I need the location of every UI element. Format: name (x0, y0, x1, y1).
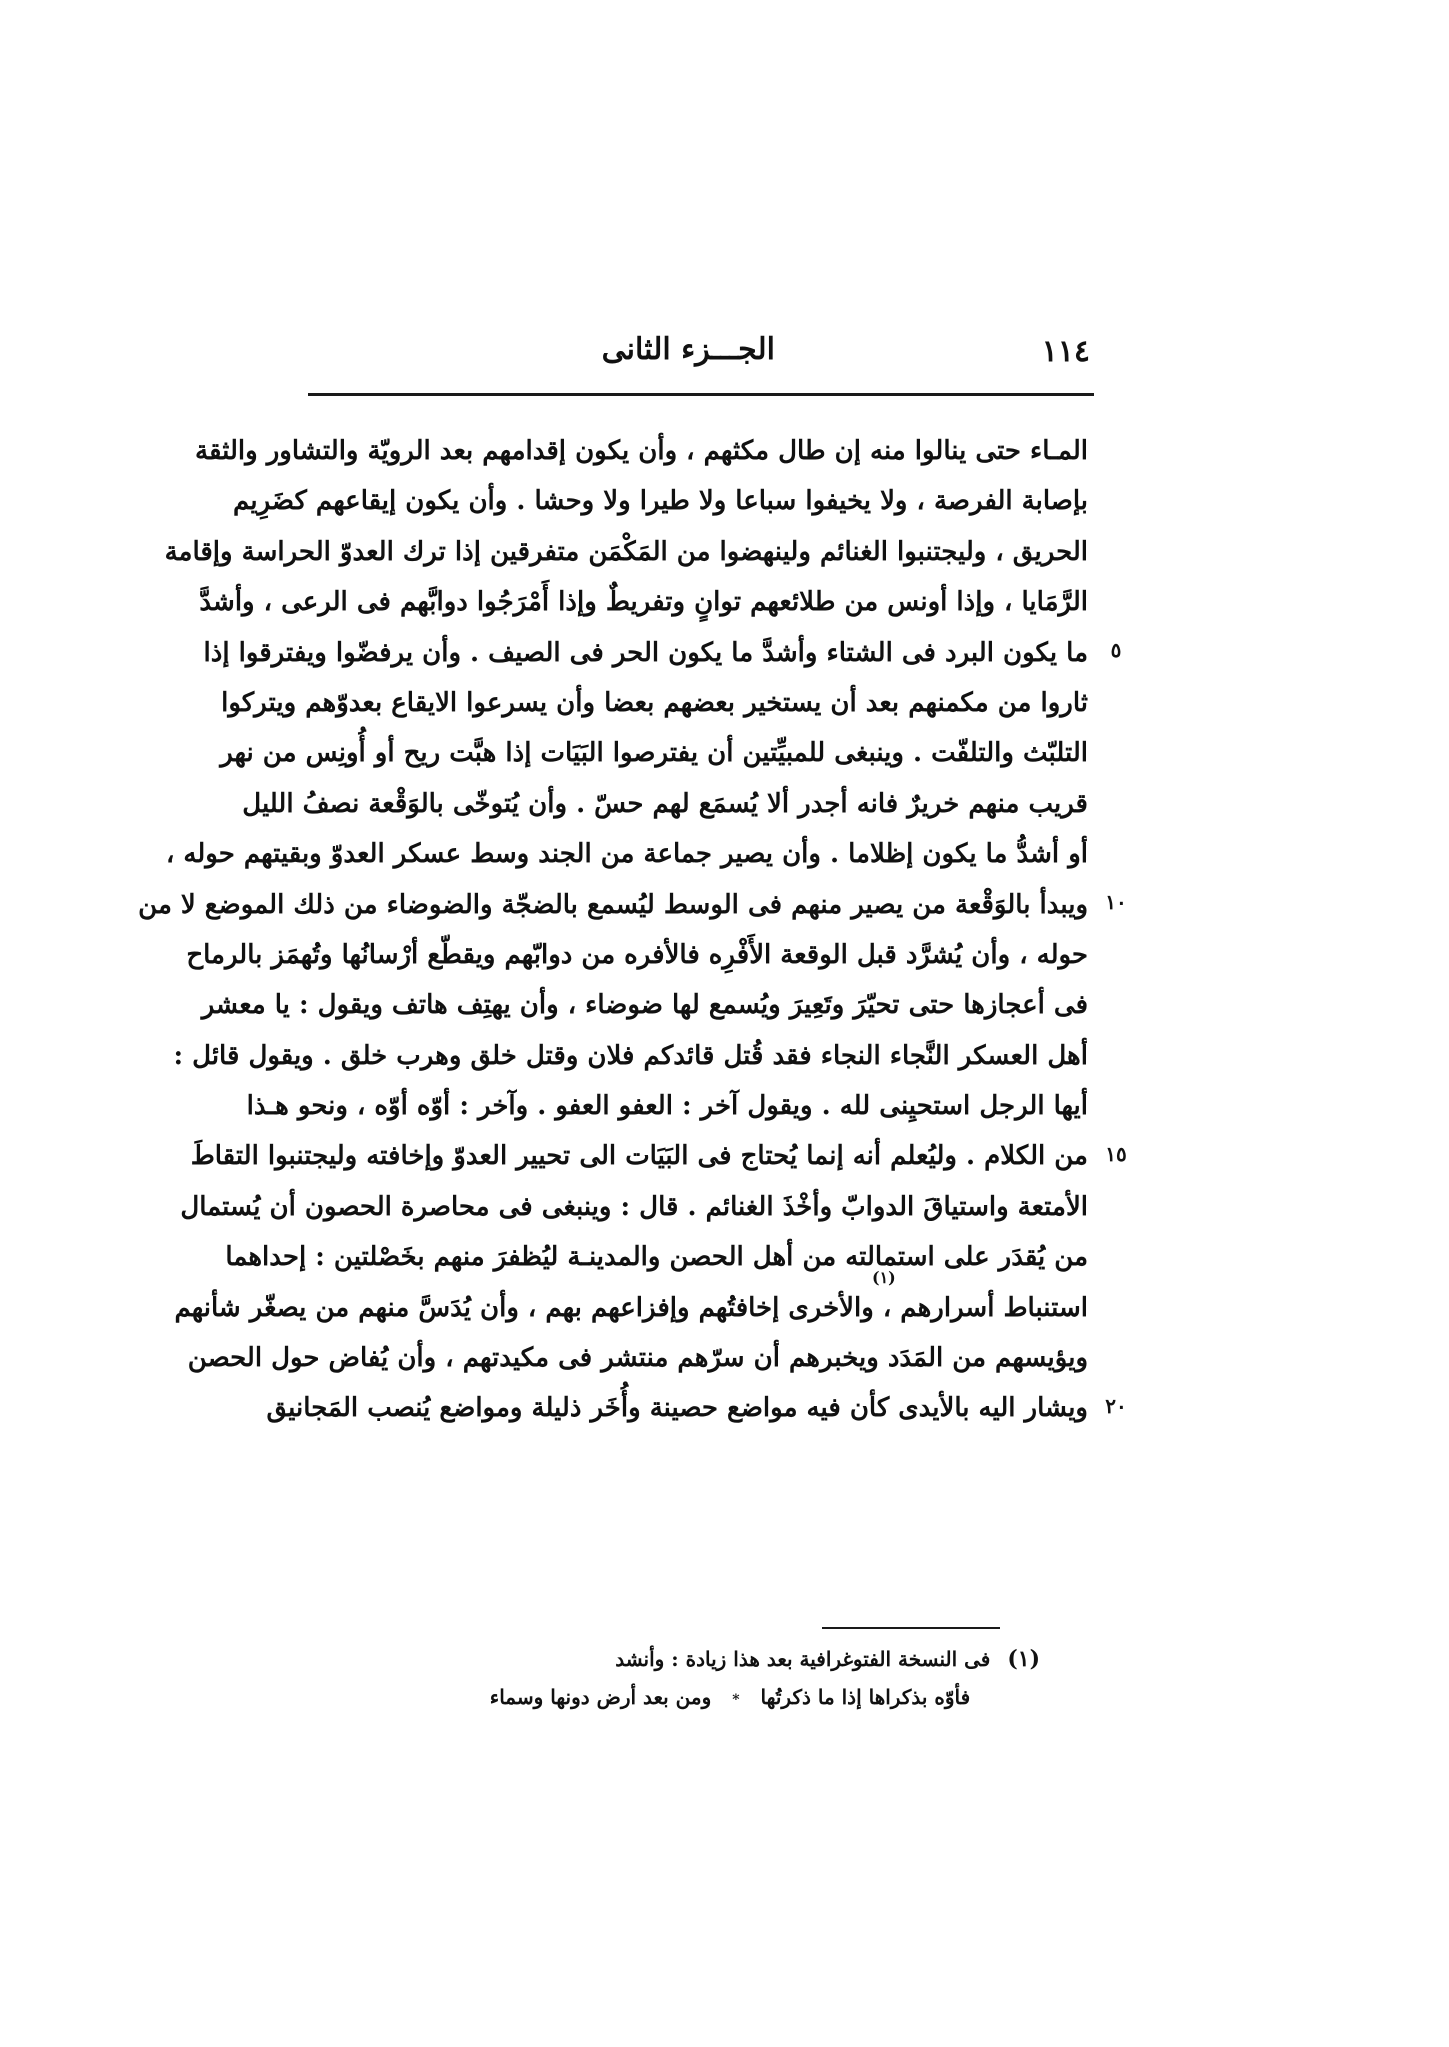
footnote-label: (١) (1007, 1646, 1040, 1672)
text-line: من الكلام . وليُعلم أنه إنما يُحتاج فى البَيَات الى تحيير العدوّ وإخافته وليجتنبوا التقاطَ (190, 1141, 1088, 1172)
text-line: بإصابة الفرصة ، ولا يخيفوا سباعا ولا طيرا ولا وحشا . وأن يكون إيقاعهم كضَرِيم (233, 486, 1088, 517)
text-line: أيها الرجل استحيِنى لله . ويقول آخر : العفو العفو . وآخر : أوّه أوّه ، ونحو هـذا (246, 1091, 1088, 1122)
footnote-reference-marker: (١) (872, 1268, 896, 1287)
verse-second-hemistich: ومن بعد أرض دونها وسماء (489, 1685, 712, 1709)
footnote-verse (380, 1678, 1040, 1719)
page-header (310, 330, 1090, 380)
text-line: أو أشدُّ ما يكون إظلاما . وأن يصير جماعة من الجند وسط عسكر العدوّ وبقيتهم حوله ، (165, 839, 1088, 870)
line-number-20: ٢٠ (1105, 1394, 1127, 1418)
text-line: ما يكون البرد فى الشتاء وأشدَّ ما يكون الحر فى الصيف . وأن يرفضّوا ويفترقوا إذا (203, 637, 1088, 668)
text-line: ويشار اليه بالأيدى كأن فيه مواضع حصينة وأُخَر ذليلة ومواضع يُنصب المَجانيق (266, 1393, 1088, 1424)
running-title: الجـــزء الثانى (601, 332, 775, 367)
text-line: ثاروا من مكمنهم بعد أن يستخير بعضهم بعضا وأن يسرعوا الايقاع بعدوّهم ويتركوا (221, 687, 1088, 718)
text-line: الحريق ، وليجتنبوا الغنائم ولينهضوا من المَكْمَن متفرقين إذا ترك العدوّ الحراسة وإقامة (164, 536, 1088, 567)
line-number-15: ١٥ (1105, 1142, 1127, 1166)
text-line: قريب منهم خريرٌ فانه أجدر ألا يُسمَع لهم حسّ . وأن يُتوخّى بالوَقْعة نصفُ الليل (242, 788, 1088, 819)
text-line: استنباط أسرارهم ، والأخرى إخافتُهم وإفزاعهم بهم ، وأن يُدَسَّ منهم من يصغّر شأنهم (174, 1292, 1088, 1323)
text-line: حوله ، وأن يُشرَّد قبل الوقعة الأَفْرِه فالأفره من دوابّهم ويقطّع أرْسانُها وتُهمَز بالرماح (186, 939, 1088, 970)
footnote-text: فى النسخة الفتوغرافية بعد هذا زيادة : وأنشد (615, 1647, 991, 1671)
body-text (138, 426, 1088, 1434)
text-line: فى أعجازها حتى تحيّرَ وتَعِيرَ ويُسمع لها ضوضاء ، وأن يهتِف هاتف ويقول : يا معشر (201, 990, 1088, 1021)
text-line: من يُقدَر على استمالته من أهل الحصن والمدينـة ليُظفرَ منهم بخَصْلتين : إحداهما (225, 1242, 1088, 1273)
footnote-item (380, 1640, 1040, 1678)
footnote-rule (822, 1627, 1000, 1629)
line-number-5: ٥ (1110, 638, 1122, 662)
text-line: ويؤيسهم من المَدَد ويخبرهم أن سرّهم منتشر فى مكيدتهم ، وأن يُفاض حول الحصن (187, 1343, 1088, 1374)
line-number-10: ١٠ (1105, 890, 1127, 914)
text-line: الأمتعة واستياقَ الدوابّ وأخْذَ الغنائم . قال : وينبغى فى محاصرة الحصون أن يُستمال (180, 1191, 1088, 1222)
text-line: الرَّمَايا ، وإذا أونس من طلائعهم توانٍ وتفريطٌ وإذا أَمْرَجُوا دوابَّهم فى الرعى ، وأشدَّ (199, 587, 1088, 618)
verse-separator: * (732, 1692, 740, 1708)
page-number: ١١٤ (1041, 334, 1090, 369)
text-line: أهل العسكر النَّجاء النجاء فقد قُتل قائدكم فلان وقتل خلق وهرب خلق . ويقول قائل : (173, 1040, 1088, 1071)
text-line: المـاء حتى ينالوا منه إن طال مكثهم ، وأن يكون إقدامهم بعد الرويّة والتشاور والثقة (195, 436, 1088, 466)
footnotes (380, 1640, 1040, 1719)
text-line: التلبّث والتلفّت . وينبغى للمبيِّتين أن يفترصوا البَيَات إذا هبَّت ريح أو أُونِس من نهر (220, 738, 1088, 769)
header-rule (308, 393, 1094, 396)
verse-first-hemistich: فأوّه بذكراها إذا ما ذكرتُها (760, 1685, 971, 1709)
text-line: ويبدأ بالوَقْعة من يصير منهم فى الوسط ليُسمع بالضجّة والضوضاء من ذلك الموضع لا من (138, 889, 1088, 920)
